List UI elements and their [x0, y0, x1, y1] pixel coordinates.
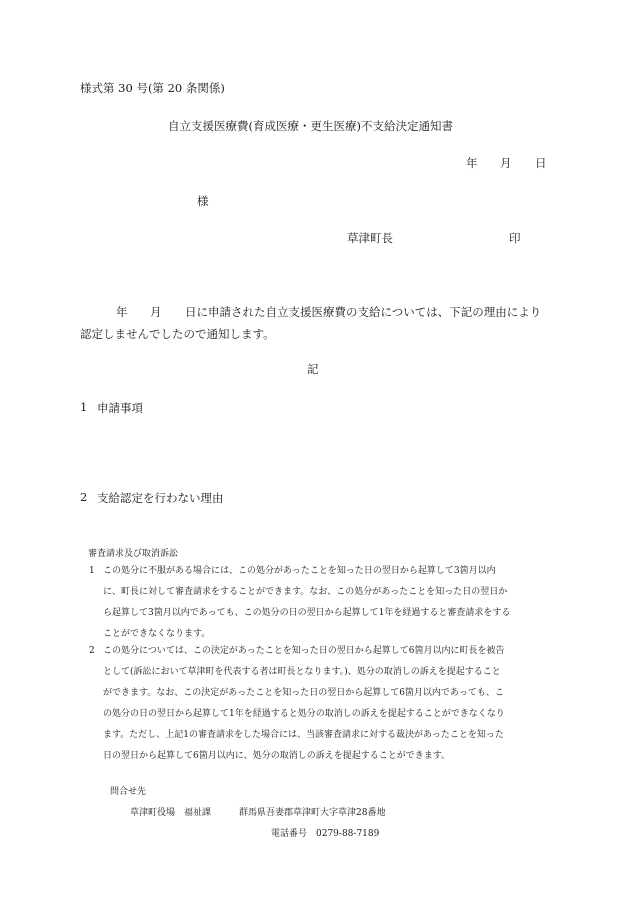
body-line2: 認定しませんでしたので通知します。 [80, 327, 275, 341]
notes-item-1-line: ら起算して3箇月以内であっても、この処分の日の翌日から起算して1年を経過すると審査請求をする [103, 608, 511, 618]
notes-item-1-line: この処分に不服がある場合には、この処分があったことを知った日の翌日から起算して3箇月以内 [103, 566, 496, 576]
section-1-number: 1 [80, 400, 88, 414]
date-day: 日 [535, 156, 547, 170]
notes-item-2-line: 日の翌日から起算して6箇月以内に、処分の取消しの訴えを提起することができます。 [103, 751, 451, 761]
contact-office: 草津町役場 [130, 808, 176, 818]
notes-item-2-number: 2 [89, 646, 95, 656]
recipient-suffix: 様 [197, 194, 209, 208]
notes-heading: 審査請求及び取消訴訟 [88, 549, 179, 559]
section-1-label: 申請事項 [97, 401, 143, 415]
body-line1: 日に申請された自立支援医療費の支給については、下記の理由により [185, 305, 542, 319]
contact-heading: 問合せ先 [110, 787, 147, 797]
form-number: 様式第 30 号(第 20 条関係) [80, 81, 225, 95]
contact-phone: 電話番号 0279-88-7189 [271, 829, 380, 839]
notes-item-2-line: ができます。なお、この決定があったことを知った日の翌日から起算して6箇月以内であっても、こ [103, 688, 504, 698]
body-year: 年 [116, 305, 128, 319]
document-title: 自立支援医療費(育成医療・更生医療)不支給決定通知書 [168, 119, 453, 133]
contact-department: 福祉課 [184, 808, 212, 818]
section-2-label: 支給認定を行わない理由 [97, 491, 224, 505]
notes-item-1-line: に、町長に対して審査請求をすることができます。なお、この処分があったことを知った日の翌日か [103, 587, 508, 597]
body-month: 月 [150, 305, 162, 319]
date-year: 年 [466, 156, 478, 170]
notes-item-2-line: ます。ただし、上記1の審査請求をした場合には、当該審査請求に対する裁決があったことを知った [103, 730, 504, 740]
contact-address: 群馬県吾妻郡草津町大字草津28番地 [239, 808, 386, 818]
notes-item-2-line: として(訴訟において草津町を代表する者は町長となります。)、処分の取消しの訴えを提起すること [103, 667, 501, 677]
notes-item-2-line: の処分の日の翌日から起算して1年を経過すると処分の取消しの訴えを提起することができなくなり [103, 709, 505, 719]
issuer-name: 草津町長 [347, 231, 393, 245]
notes-item-2-line: この処分については、この決定があったことを知った日の翌日から起算して6箇月以内に町長を被告 [103, 646, 505, 656]
notes-item-1-line: ことができなくなります。 [103, 629, 211, 639]
ki-marker: 記 [307, 362, 319, 376]
date-month: 月 [500, 156, 512, 170]
issuer-seal: 印 [509, 231, 521, 245]
section-2-number: 2 [80, 490, 88, 504]
notes-item-1-number: 1 [89, 566, 95, 576]
